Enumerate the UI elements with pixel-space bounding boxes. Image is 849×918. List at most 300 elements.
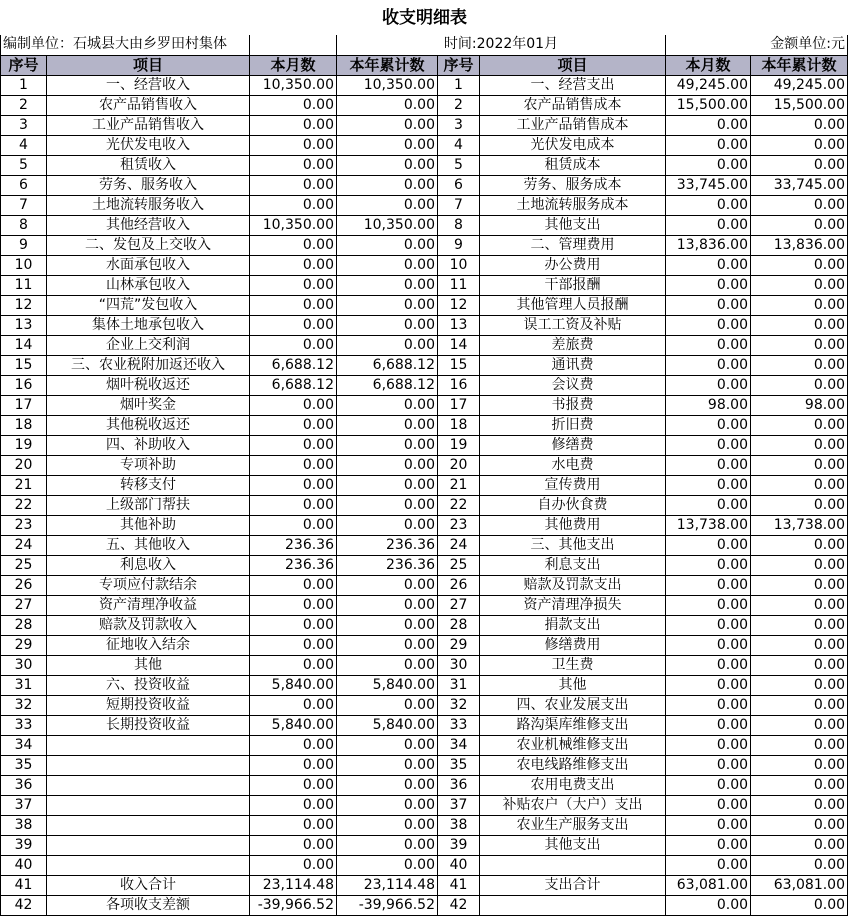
expense-month-cell: 0.00	[666, 255, 751, 275]
income-seq-cell: 26	[1, 575, 47, 595]
expense-seq-cell: 11	[438, 275, 480, 295]
income-seq-cell: 24	[1, 535, 47, 555]
expense-month-cell: 0.00	[666, 595, 751, 615]
income-seq-cell: 36	[1, 775, 47, 795]
table-row	[1, 95, 848, 115]
expense-month-cell: 0.00	[666, 275, 751, 295]
expense-ytd-cell: 0.00	[751, 435, 848, 455]
income-seq-cell: 18	[1, 415, 47, 435]
table-row	[1, 395, 848, 415]
expense-month-cell: 98.00	[666, 395, 751, 415]
expense-seq-cell: 1	[438, 75, 480, 95]
income-ytd-cell: 0.00	[337, 495, 438, 515]
income-item-cell: 资产清理净收益	[47, 595, 250, 615]
table-row	[1, 335, 848, 355]
expense-ytd-cell: 0.00	[751, 155, 848, 175]
expense-item-cell: 土地流转服务成本	[480, 195, 666, 215]
table-row	[1, 775, 848, 795]
header-income-seq: 序号	[1, 55, 47, 75]
income-ytd-cell: 0.00	[337, 175, 438, 195]
income-ytd-cell: 5,840.00	[337, 675, 438, 695]
expense-month-cell: 0.00	[666, 155, 751, 175]
income-seq-cell: 4	[1, 135, 47, 155]
income-seq-cell: 13	[1, 315, 47, 335]
income-seq-cell: 32	[1, 695, 47, 715]
expense-ytd-cell: 33,745.00	[751, 175, 848, 195]
income-ytd-cell: 0.00	[337, 95, 438, 115]
expense-month-cell: 0.00	[666, 435, 751, 455]
expense-seq-cell: 29	[438, 635, 480, 655]
income-item-cell	[47, 855, 250, 875]
expense-seq-cell: 42	[438, 895, 480, 915]
income-item-cell: 转移支付	[47, 475, 250, 495]
expense-month-cell: 0.00	[666, 115, 751, 135]
income-seq-cell: 42	[1, 895, 47, 915]
income-item-cell: 其他税收返还	[47, 415, 250, 435]
income-seq-cell: 25	[1, 555, 47, 575]
expense-seq-cell: 5	[438, 155, 480, 175]
expense-ytd-cell: 0.00	[751, 675, 848, 695]
income-item-cell: 其他补助	[47, 515, 250, 535]
expense-month-cell: 0.00	[666, 855, 751, 875]
expense-ytd-cell: 0.00	[751, 855, 848, 875]
income-ytd-cell: 0.00	[337, 635, 438, 655]
table-row	[1, 735, 848, 755]
income-item-cell: 烟叶税收返还	[47, 375, 250, 395]
income-month-cell: 0.00	[250, 155, 337, 175]
income-month-cell: 0.00	[250, 795, 337, 815]
table-row	[1, 635, 848, 655]
table-row	[1, 855, 848, 875]
table-row	[1, 695, 848, 715]
expense-item-cell: 修缮费	[480, 435, 666, 455]
income-item-cell: 集体土地承包收入	[47, 315, 250, 335]
table-row	[1, 195, 848, 215]
expense-seq-cell: 40	[438, 855, 480, 875]
expense-ytd-cell: 0.00	[751, 535, 848, 555]
expense-month-cell: 0.00	[666, 575, 751, 595]
expense-item-cell: 捐款支出	[480, 615, 666, 635]
expense-item-cell: 租赁成本	[480, 155, 666, 175]
income-ytd-cell: 6,688.12	[337, 355, 438, 375]
income-seq-cell: 12	[1, 295, 47, 315]
income-item-cell: 长期投资收益	[47, 715, 250, 735]
table-row	[1, 455, 848, 475]
income-item-cell: 山林承包收入	[47, 275, 250, 295]
income-month-cell: 0.00	[250, 255, 337, 275]
expense-ytd-cell: 0.00	[751, 795, 848, 815]
income-month-cell: 6,688.12	[250, 355, 337, 375]
expense-seq-cell: 28	[438, 615, 480, 635]
income-ytd-cell: 0.00	[337, 475, 438, 495]
income-item-cell: 利息收入	[47, 555, 250, 575]
income-seq-cell: 23	[1, 515, 47, 535]
table-row	[1, 75, 848, 95]
income-month-cell: 0.00	[250, 415, 337, 435]
income-ytd-cell: 0.00	[337, 695, 438, 715]
expense-item-cell: 赔款及罚款支出	[480, 575, 666, 595]
expense-item-cell: 补贴农户（大户）支出	[480, 795, 666, 815]
expense-item-cell: 其他支出	[480, 215, 666, 235]
expense-item-cell: 干部报酬	[480, 275, 666, 295]
table-row	[1, 175, 848, 195]
table-row	[1, 155, 848, 175]
income-item-cell: 专项应付款结余	[47, 575, 250, 595]
income-month-cell: 0.00	[250, 195, 337, 215]
expense-month-cell: 0.00	[666, 795, 751, 815]
expense-month-cell: 0.00	[666, 335, 751, 355]
header-expense-item: 项目	[480, 55, 666, 75]
income-item-cell: 其他经营收入	[47, 215, 250, 235]
income-ytd-cell: 0.00	[337, 235, 438, 255]
table-row	[1, 835, 848, 855]
income-item-cell: 收入合计	[47, 875, 250, 895]
income-ytd-cell: 0.00	[337, 455, 438, 475]
expense-ytd-cell: 0.00	[751, 135, 848, 155]
expense-seq-cell: 10	[438, 255, 480, 275]
table-row	[1, 295, 848, 315]
expense-item-cell: 书报费	[480, 395, 666, 415]
expense-month-cell: 0.00	[666, 555, 751, 575]
income-ytd-cell: 0.00	[337, 195, 438, 215]
expense-month-cell: 0.00	[666, 195, 751, 215]
income-seq-cell: 5	[1, 155, 47, 175]
income-item-cell	[47, 815, 250, 835]
expense-ytd-cell: 15,500.00	[751, 95, 848, 115]
income-ytd-cell: 10,350.00	[337, 215, 438, 235]
income-item-cell: 水面承包收入	[47, 255, 250, 275]
income-item-cell: 上级部门帮扶	[47, 495, 250, 515]
income-seq-cell: 34	[1, 735, 47, 755]
expense-item-cell: 二、管理费用	[480, 235, 666, 255]
income-ytd-cell: 0.00	[337, 275, 438, 295]
report-period: 时间:2022年01月	[337, 35, 666, 55]
expense-seq-cell: 38	[438, 815, 480, 835]
expense-ytd-cell: 0.00	[751, 115, 848, 135]
income-seq-cell: 15	[1, 355, 47, 375]
income-item-cell: “四荒”发包收入	[47, 295, 250, 315]
income-month-cell: 23,114.48	[250, 875, 337, 895]
income-ytd-cell: 0.00	[337, 735, 438, 755]
expense-seq-cell: 35	[438, 755, 480, 775]
expense-month-cell: 0.00	[666, 535, 751, 555]
income-item-cell	[47, 755, 250, 775]
income-month-cell: 0.00	[250, 335, 337, 355]
expense-ytd-cell: 13,836.00	[751, 235, 848, 255]
income-ytd-cell: 0.00	[337, 515, 438, 535]
income-ytd-cell: 0.00	[337, 155, 438, 175]
table-row	[1, 875, 848, 895]
table-row	[1, 595, 848, 615]
expense-seq-cell: 33	[438, 715, 480, 735]
income-item-cell: 各项收支差额	[47, 895, 250, 915]
expense-item-cell: 卫生费	[480, 655, 666, 675]
expense-item-cell: 自办伙食费	[480, 495, 666, 515]
header-expense-ytd: 本年累计数	[751, 55, 848, 75]
income-month-cell: 0.00	[250, 455, 337, 475]
income-seq-cell: 14	[1, 335, 47, 355]
income-ytd-cell: 0.00	[337, 135, 438, 155]
table-row	[1, 375, 848, 395]
income-seq-cell: 35	[1, 755, 47, 775]
expense-ytd-cell: 0.00	[751, 555, 848, 575]
income-month-cell: 0.00	[250, 735, 337, 755]
expense-item-cell	[480, 855, 666, 875]
expense-month-cell: 0.00	[666, 835, 751, 855]
expense-item-cell: 其他费用	[480, 515, 666, 535]
expense-ytd-cell: 0.00	[751, 695, 848, 715]
table-row	[1, 795, 848, 815]
table-row	[1, 115, 848, 135]
income-seq-cell: 28	[1, 615, 47, 635]
expense-seq-cell: 2	[438, 95, 480, 115]
table-row	[1, 215, 848, 235]
income-ytd-cell: 0.00	[337, 775, 438, 795]
expense-month-cell: 0.00	[666, 415, 751, 435]
income-seq-cell: 10	[1, 255, 47, 275]
income-item-cell: 四、补助收入	[47, 435, 250, 455]
expense-ytd-cell: 13,738.00	[751, 515, 848, 535]
expense-item-cell	[480, 895, 666, 915]
income-ytd-cell: 0.00	[337, 255, 438, 275]
expense-month-cell: 0.00	[666, 295, 751, 315]
income-month-cell: 0.00	[250, 775, 337, 795]
expense-item-cell: 一、经营支出	[480, 75, 666, 95]
expense-ytd-cell: 0.00	[751, 755, 848, 775]
expense-seq-cell: 17	[438, 395, 480, 415]
expense-ytd-cell: 0.00	[751, 835, 848, 855]
income-ytd-cell: 0.00	[337, 815, 438, 835]
income-item-cell	[47, 775, 250, 795]
income-ytd-cell: 0.00	[337, 335, 438, 355]
expense-seq-cell: 31	[438, 675, 480, 695]
income-item-cell: 短期投资收益	[47, 695, 250, 715]
expense-seq-cell: 8	[438, 215, 480, 235]
table-row	[1, 415, 848, 435]
expense-ytd-cell: 0.00	[751, 575, 848, 595]
income-seq-cell: 9	[1, 235, 47, 255]
expense-ytd-cell: 0.00	[751, 495, 848, 515]
expense-seq-cell: 19	[438, 435, 480, 455]
expense-ytd-cell: 49,245.00	[751, 75, 848, 95]
income-item-cell: 一、经营收入	[47, 75, 250, 95]
expense-seq-cell: 25	[438, 555, 480, 575]
expense-ytd-cell: 98.00	[751, 395, 848, 415]
table-row	[1, 495, 848, 515]
income-month-cell: 5,840.00	[250, 715, 337, 735]
expense-item-cell: 农业机械维修支出	[480, 735, 666, 755]
income-item-cell: 土地流转服务收入	[47, 195, 250, 215]
expense-item-cell: 通讯费	[480, 355, 666, 375]
income-item-cell	[47, 835, 250, 855]
income-item-cell: 农产品销售收入	[47, 95, 250, 115]
table-row	[1, 755, 848, 775]
expense-ytd-cell: 0.00	[751, 195, 848, 215]
expense-month-cell: 49,245.00	[666, 75, 751, 95]
income-month-cell: 0.00	[250, 755, 337, 775]
income-item-cell: 专项补助	[47, 455, 250, 475]
income-month-cell: 0.00	[250, 575, 337, 595]
expense-month-cell: 0.00	[666, 455, 751, 475]
expense-month-cell: 15,500.00	[666, 95, 751, 115]
income-seq-cell: 31	[1, 675, 47, 695]
income-ytd-cell: 236.36	[337, 555, 438, 575]
expense-seq-cell: 13	[438, 315, 480, 335]
expense-seq-cell: 23	[438, 515, 480, 535]
currency-unit: 金额单位:元	[666, 35, 848, 55]
income-ytd-cell: 6,688.12	[337, 375, 438, 395]
income-ytd-cell: 0.00	[337, 435, 438, 455]
expense-month-cell: 63,081.00	[666, 875, 751, 895]
expense-month-cell: 0.00	[666, 655, 751, 675]
income-seq-cell: 39	[1, 835, 47, 855]
expense-seq-cell: 18	[438, 415, 480, 435]
header-income-item: 项目	[47, 55, 250, 75]
income-seq-cell: 41	[1, 875, 47, 895]
income-seq-cell: 16	[1, 375, 47, 395]
income-seq-cell: 30	[1, 655, 47, 675]
expense-ytd-cell: 0.00	[751, 635, 848, 655]
table-row	[1, 315, 848, 335]
expense-seq-cell: 36	[438, 775, 480, 795]
expense-ytd-cell: 0.00	[751, 715, 848, 735]
expense-item-cell: 办公费用	[480, 255, 666, 275]
table-row	[1, 815, 848, 835]
expense-month-cell: 0.00	[666, 695, 751, 715]
info-row	[1, 35, 848, 55]
expense-seq-cell: 27	[438, 595, 480, 615]
expense-item-cell: 四、农业发展支出	[480, 695, 666, 715]
income-seq-cell: 6	[1, 175, 47, 195]
income-seq-cell: 40	[1, 855, 47, 875]
expense-item-cell: 农电线路维修支出	[480, 755, 666, 775]
expense-item-cell: 农产品销售成本	[480, 95, 666, 115]
expense-ytd-cell: 0.00	[751, 815, 848, 835]
expense-item-cell: 支出合计	[480, 875, 666, 895]
expense-ytd-cell: 0.00	[751, 355, 848, 375]
expense-seq-cell: 34	[438, 735, 480, 755]
income-seq-cell: 37	[1, 795, 47, 815]
expense-seq-cell: 30	[438, 655, 480, 675]
expense-seq-cell: 32	[438, 695, 480, 715]
expense-seq-cell: 9	[438, 235, 480, 255]
expense-item-cell: 修缮费用	[480, 635, 666, 655]
income-item-cell: 光伏发电收入	[47, 135, 250, 155]
expense-month-cell: 0.00	[666, 635, 751, 655]
income-item-cell: 赔款及罚款收入	[47, 615, 250, 635]
income-item-cell	[47, 735, 250, 755]
income-ytd-cell: 0.00	[337, 575, 438, 595]
expense-month-cell: 0.00	[666, 355, 751, 375]
income-ytd-cell: 0.00	[337, 835, 438, 855]
compiling-unit: 编制单位：石城县大由乡罗田村集体	[1, 35, 250, 55]
expense-month-cell: 0.00	[666, 755, 751, 775]
table-row	[1, 715, 848, 735]
income-seq-cell: 38	[1, 815, 47, 835]
expense-item-cell: 其他支出	[480, 835, 666, 855]
income-month-cell: 0.00	[250, 475, 337, 495]
table-row	[1, 355, 848, 375]
income-seq-cell: 20	[1, 455, 47, 475]
expense-seq-cell: 4	[438, 135, 480, 155]
expense-month-cell: 0.00	[666, 775, 751, 795]
header-expense-seq: 序号	[438, 55, 480, 75]
income-item-cell: 烟叶奖金	[47, 395, 250, 415]
expense-ytd-cell: 0.00	[751, 215, 848, 235]
table-row	[1, 235, 848, 255]
income-seq-cell: 3	[1, 115, 47, 135]
expense-seq-cell: 39	[438, 835, 480, 855]
expense-item-cell: 会议费	[480, 375, 666, 395]
expense-seq-cell: 6	[438, 175, 480, 195]
report-title: 收支明细表	[382, 8, 467, 28]
income-item-cell: 二、发包及上交收入	[47, 235, 250, 255]
expense-item-cell: 农业生产服务支出	[480, 815, 666, 835]
expense-month-cell: 0.00	[666, 715, 751, 735]
header-income-month: 本月数	[250, 55, 337, 75]
income-ytd-cell: 0.00	[337, 315, 438, 335]
expense-ytd-cell: 0.00	[751, 375, 848, 395]
income-seq-cell: 7	[1, 195, 47, 215]
income-item-cell: 六、投资收益	[47, 675, 250, 695]
expense-item-cell: 利息支出	[480, 555, 666, 575]
income-month-cell: 0.00	[250, 595, 337, 615]
table-row	[1, 135, 848, 155]
income-month-cell: 0.00	[250, 655, 337, 675]
income-month-cell: 236.36	[250, 555, 337, 575]
expense-seq-cell: 12	[438, 295, 480, 315]
expense-ytd-cell: 0.00	[751, 315, 848, 335]
expense-month-cell: 0.00	[666, 215, 751, 235]
income-month-cell: 0.00	[250, 515, 337, 535]
income-ytd-cell: 0.00	[337, 615, 438, 635]
income-ytd-cell: 0.00	[337, 655, 438, 675]
income-month-cell: 0.00	[250, 695, 337, 715]
expense-month-cell: 0.00	[666, 495, 751, 515]
expense-ytd-cell: 0.00	[751, 255, 848, 275]
income-ytd-cell: 10,350.00	[337, 75, 438, 95]
expense-ytd-cell: 0.00	[751, 295, 848, 315]
income-ytd-cell: 0.00	[337, 855, 438, 875]
income-item-cell: 三、农业税附加返还收入	[47, 355, 250, 375]
income-ytd-cell: -39,966.52	[337, 895, 438, 915]
expense-item-cell: 其他	[480, 675, 666, 695]
income-month-cell: 0.00	[250, 95, 337, 115]
income-month-cell: 0.00	[250, 615, 337, 635]
income-seq-cell: 11	[1, 275, 47, 295]
expense-ytd-cell: 0.00	[751, 735, 848, 755]
income-item-cell	[47, 795, 250, 815]
income-seq-cell: 2	[1, 95, 47, 115]
expense-ytd-cell: 0.00	[751, 895, 848, 915]
income-month-cell: 0.00	[250, 835, 337, 855]
expense-item-cell: 光伏发电成本	[480, 135, 666, 155]
income-month-cell: 0.00	[250, 275, 337, 295]
expense-month-cell: 13,738.00	[666, 515, 751, 535]
expense-ytd-cell: 0.00	[751, 775, 848, 795]
expense-ytd-cell: 0.00	[751, 275, 848, 295]
expense-item-cell: 路沟渠库维修支出	[480, 715, 666, 735]
income-seq-cell: 8	[1, 215, 47, 235]
income-month-cell: 0.00	[250, 855, 337, 875]
income-month-cell: 0.00	[250, 495, 337, 515]
income-seq-cell: 29	[1, 635, 47, 655]
expense-month-cell: 33,745.00	[666, 175, 751, 195]
income-ytd-cell: 0.00	[337, 755, 438, 775]
expense-item-cell: 其他管理人员报酬	[480, 295, 666, 315]
detail-table	[0, 35, 848, 916]
table-row	[1, 475, 848, 495]
